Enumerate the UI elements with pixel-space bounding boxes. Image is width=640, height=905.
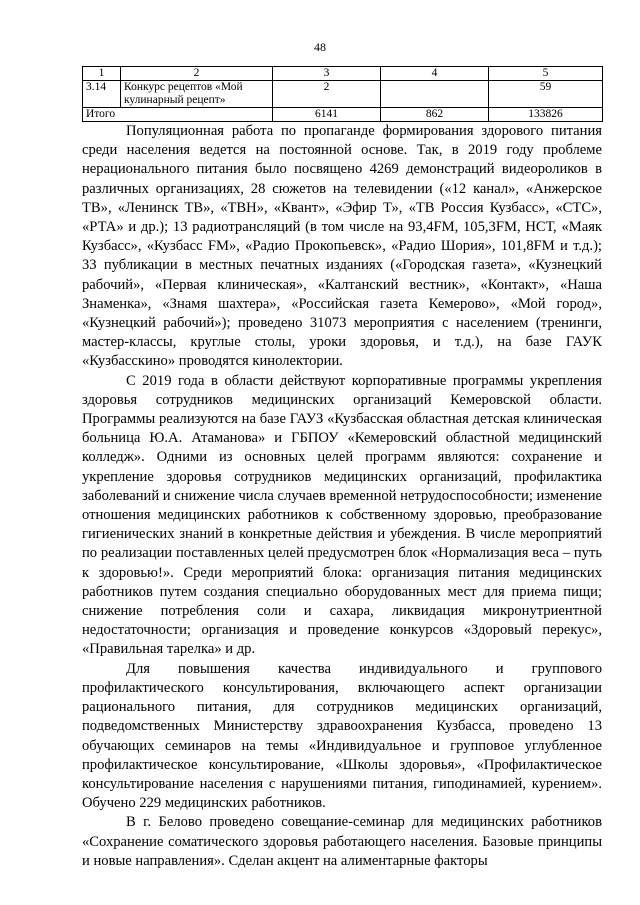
paragraph: Для повышения качества индивидуального и группового профилактического консультирования, включающего аспект организации рационального питания, для сотрудников медицинских организаций, подведомственных Министерству здравоохранения Кузбасса, проведено 13 обучающих семинаров на темы «Индивидуальное и групповое углубленное профилактическое консультирование, «Школы здоровья», «Профилактическое консультирование населения с нарушениями питания, гиподинамией, курением». Обучено 229 медицинских работников. (82, 660, 602, 812)
results-table (82, 66, 603, 122)
table-cell-number: 3.14 (83, 81, 121, 108)
table-header-cell: 4 (381, 67, 489, 81)
table-header-cell: 2 (121, 67, 273, 81)
table-cell-value (381, 81, 489, 108)
table-total-value: 6141 (273, 108, 381, 122)
table-total-value: 862 (381, 108, 489, 122)
table-total-row (83, 108, 603, 122)
table-cell-name: Конкурс рецептов «Мой кулинарный рецепт» (121, 81, 273, 108)
paragraph: В г. Белово проведено совещание-семинар для медицинских работников «Сохранение соматического здоровья работающего населения. Базовые принципы и новые направления». Сделан акцент на алиментарные факторы (82, 814, 602, 869)
body-text (82, 122, 602, 871)
table-cell-value: 2 (273, 81, 381, 108)
table-cell-value: 59 (489, 81, 603, 108)
table-total-value: 133826 (489, 108, 603, 122)
table-header-cell: 1 (83, 67, 121, 81)
table-header-cell: 5 (489, 67, 603, 81)
table-total-label: Итого (83, 108, 273, 122)
paragraph: Популяционная работа по пропаганде формирования здорового питания среди населения ведется на постоянной основе. Так, в 2019 году проблеме нерационального питания было посвящено 4269 демонстраций видеороликов в различных организациях, 28 сюжетов на телевидении («12 канал», «Анжерское ТВ», «Ленинск ТВ», «ТВН», «Квант», «Эфир Т», «ТВ Россия Кузбасс», «СТС», «РТА» и др.); 13 радиотрансляций (в том числе на 93,4FM, 105,3FM, НСТ, «Маяк Кузбасс», «Кузбасс FM», «Радио Прокопьевск», «Радио Шория», 101,8FM и т.д.); 33 публикации в местных печатных изданиях («Городская газета», «Кузнецкий рабочий», «Первая клиническая», «Калтанский вестник», «Контакт», «Наша Знаменка», «Знамя шахтера», «Российская газета Кемерово», «Мой город», «Кузнецкий рабочий»); проведено 31073 мероприятия с населением (тренинги, мастер-классы, круглые столы, уроки здоровья, и т.д.), на базе ГАУК «Кузбасскино» проводятся кинолектории. (82, 123, 602, 370)
page-number: 48 (314, 40, 326, 54)
table-header-cell: 3 (273, 67, 381, 81)
table-header-row (83, 67, 603, 81)
table-row (83, 81, 603, 108)
paragraph: С 2019 года в области действуют корпоративные программы укрепления здоровья сотрудников медицинских организаций Кемеровской области. Программы реализуются на базе ГАУЗ «Кузбасская областная детская клиническая больница Ю.А. Атаманова» и ГБПОУ «Кемеровский областной медицинский колледж». Одними из основных целей программ являются: сохранение и укрепление здоровья сотрудников медицинских организаций, профилактика заболеваний и снижение числа случаев временной нетрудоспособности; изменение отношения медицинских работников к собственному здоровью, преобразование гигиенических знаний в конкретные действия и убеждения. В числе мероприятий по реализации поставленных целей предусмотрен блок «Нормализация веса – путь к здоровью!». Среди мероприятий блока: организация питания медицинских работников путем создания специально оборудованных мест для приема пищи; снижение потребления соли и сахара, ликвидация микронутриентной недостаточности; организация и проведение конкурсов «Здоровый перекус», «Правильная тарелка» и др. (82, 372, 602, 658)
